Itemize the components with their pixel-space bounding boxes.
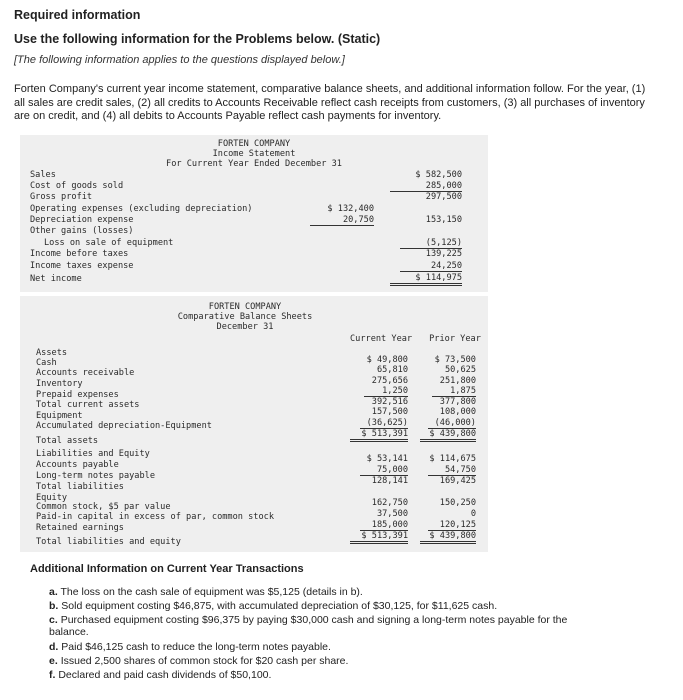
bs-total-current-assets-prior: 377,800	[439, 397, 476, 407]
additional-item-c	[49, 614, 609, 638]
bs-assets-heading: Assets	[36, 348, 68, 358]
bs-total-liabilities-equity-current: $ 513,391	[350, 531, 408, 544]
item-letter: a.	[49, 586, 58, 598]
is-sales-amount: $ 582,500	[415, 170, 462, 180]
additional-item-d	[49, 641, 331, 653]
bs-liabilities-equity-heading: Liabilities and Equity	[36, 449, 150, 459]
bs-total-liabilities-label: Total liabilities	[36, 482, 124, 492]
is-opex-label: Operating expenses (excluding depreciation)	[30, 204, 253, 214]
is-gross-profit-label: Gross profit	[30, 192, 93, 202]
bs-pic-prior: 0	[470, 509, 476, 519]
bs-pic-current: 37,500	[376, 509, 408, 519]
bs-accum-depreciation-label: Accumulated depreciation-Equipment	[36, 421, 212, 431]
item-letter: b.	[49, 600, 59, 612]
bs-inventory-prior: 251,800	[439, 376, 476, 386]
bs-equipment-prior: 108,000	[439, 407, 476, 417]
is-depreciation-amount: 20,750	[310, 215, 374, 226]
bs-prepaid-current: 1,250	[364, 386, 408, 397]
bs-accum-depreciation-prior: (46,000)	[428, 418, 476, 429]
bs-inventory-current: 275,656	[371, 376, 408, 386]
intro-paragraph: Forten Company's current year income statement, comparative balance sheets, and additional information follow. For the year, (1) all sales are credit sales, (2) all credits to Accounts Receivable reflect cash receipts from customers, (3) all purchases of inventory are on credit, and (4) all debits to Accounts Payable reflect cash payments for inventory.	[14, 83, 646, 122]
bs-total-liabilities-current: 128,141	[371, 476, 408, 486]
bs-ar-current: 65,810	[376, 365, 408, 375]
is-income-taxes-label: Income taxes expense	[30, 261, 134, 271]
item-text: Sold equipment costing $46,875, with accumulated depreciation of $30,125, for $11,625 cash.	[61, 600, 498, 612]
additional-item-f	[49, 669, 271, 681]
is-depreciation-label: Depreciation expense	[30, 215, 134, 225]
bs-total-current-assets-current: 392,516	[371, 397, 408, 407]
bs-equity-heading: Equity	[36, 493, 68, 503]
additional-item-b	[49, 600, 497, 612]
is-title: Income Statement	[212, 149, 296, 159]
is-period: For Current Year Ended December 31	[166, 159, 342, 169]
balance-sheet-table	[20, 296, 488, 552]
bs-col-prior-year: Prior Year	[429, 334, 481, 344]
item-letter: d.	[49, 641, 59, 653]
is-cogs-label: Cost of goods sold	[30, 181, 124, 191]
bs-total-assets-current: $ 513,391	[350, 429, 408, 442]
bs-total-current-assets-label: Total current assets	[36, 400, 140, 410]
item-text: Issued 2,500 shares of common stock for $20 cash per share.	[60, 655, 349, 667]
is-income-taxes-amount: 24,250	[400, 261, 462, 272]
is-net-income-label: Net income	[30, 274, 82, 284]
bs-ltnp-label: Long-term notes payable	[36, 471, 155, 481]
bs-retained-earnings-prior: 120,125	[428, 520, 476, 531]
is-other-gains-label: Other gains (losses)	[30, 226, 134, 236]
bs-total-liabilities-equity-prior: $ 439,800	[420, 531, 476, 544]
is-cogs-amount: 285,000	[390, 181, 462, 192]
item-letter: e.	[49, 655, 58, 667]
additional-item-e	[49, 655, 348, 667]
bs-retained-earnings-current: 185,000	[360, 520, 408, 531]
is-opex-amount: $ 132,400	[327, 204, 374, 214]
bs-total-liabilities-prior: 169,425	[439, 476, 476, 486]
item-text: Paid $46,125 cash to reduce the long-term notes payable.	[61, 641, 331, 653]
is-income-before-taxes-amount: 139,225	[425, 249, 462, 259]
item-letter: c.	[49, 614, 58, 626]
bs-cash-prior: $ 73,500	[434, 355, 476, 365]
bs-pic-label: Paid-in capital in excess of par, common stock	[36, 512, 274, 522]
is-gross-profit-amount: 297,500	[425, 192, 462, 202]
bs-col-current-year: Current Year	[350, 334, 413, 344]
bs-common-stock-label: Common stock, $5 par value	[36, 502, 171, 512]
is-loss-amount: (5,125)	[400, 238, 462, 249]
required-information-heading: Required information	[14, 8, 141, 22]
is-company-name: FORTEN COMPANY	[217, 139, 291, 149]
bs-equipment-label: Equipment	[36, 411, 83, 421]
problem-set-heading: Use the following information for the Problems below. (Static)	[14, 32, 381, 46]
bs-ltnp-current: 75,000	[360, 465, 408, 476]
bs-ap-label: Accounts payable	[36, 460, 119, 470]
bs-equipment-current: 157,500	[371, 407, 408, 417]
bs-total-liabilities-equity-label: Total liabilities and equity	[36, 537, 181, 547]
is-net-income-amount: $ 114,975	[390, 273, 462, 286]
bs-ap-current: $ 53,141	[366, 454, 408, 464]
bs-ap-prior: $ 114,675	[429, 454, 476, 464]
bs-inventory-label: Inventory	[36, 379, 83, 389]
item-text: The loss on the cash sale of equipment was $5,125 (details in b).	[60, 586, 363, 598]
bs-date: December 31	[216, 322, 274, 332]
item-text: Declared and paid cash dividends of $50,100.	[58, 669, 272, 681]
bs-title: Comparative Balance Sheets	[177, 312, 313, 322]
item-letter: f.	[49, 669, 56, 681]
item-text: Purchased equipment costing $96,375 by paying $30,000 cash and signing a long-term notes payable for the balance.	[49, 614, 568, 638]
bs-accum-depreciation-current: (36,625)	[360, 418, 408, 429]
bs-retained-earnings-label: Retained earnings	[36, 523, 124, 533]
bs-prepaid-prior: 1,875	[432, 386, 476, 397]
applies-note: [The following information applies to the questions displayed below.]	[14, 54, 345, 66]
bs-common-stock-prior: 150,250	[439, 498, 476, 508]
bs-ltnp-prior: 54,750	[428, 465, 476, 476]
is-sales-label: Sales	[30, 170, 56, 180]
bs-company-name: FORTEN COMPANY	[208, 302, 282, 312]
is-income-before-taxes-label: Income before taxes	[30, 249, 129, 259]
bs-cash-label: Cash	[36, 358, 57, 368]
income-statement-table	[20, 135, 488, 292]
additional-item-a	[49, 586, 363, 598]
bs-total-assets-prior: $ 439,800	[420, 429, 476, 442]
bs-total-assets-label: Total assets	[36, 436, 99, 446]
bs-ar-label: Accounts receivable	[36, 368, 135, 378]
is-total-expenses-amount: 153,150	[425, 215, 462, 225]
bs-prepaid-label: Prepaid expenses	[36, 390, 119, 400]
bs-cash-current: $ 49,800	[366, 355, 408, 365]
additional-info-heading: Additional Information on Current Year Transactions	[30, 563, 304, 575]
is-loss-label: Loss on sale of equipment	[44, 238, 174, 248]
bs-common-stock-current: 162,750	[371, 498, 408, 508]
bs-ar-prior: 50,625	[444, 365, 476, 375]
